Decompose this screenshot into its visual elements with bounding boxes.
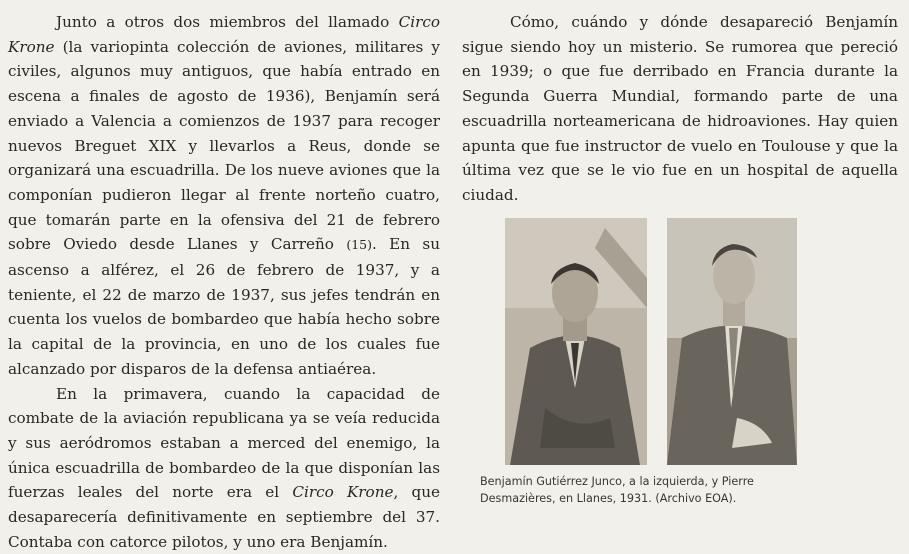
portrait-image <box>667 218 797 465</box>
left-column <box>8 10 440 554</box>
paragraph-3: Cómo, cuándo y dónde desapareció Benjamín sigue siendo hoy un misterio. Se rumorea que pereció en 1939; o que fue derribado en Francia durante la Segunda Guerra Mundial, formando parte de una escuadrilla norteamericana de hidroaviones. Hay quien apunta que fue instructor de vuelo en Toulouse y que la última vez que se le vio fue en un hospital de aquella ciudad. <box>462 13 898 204</box>
text-run: , que desaparecería definitivamente en septiembre del 37. Contaba con catorce pilotos, y uno era Benjamín. <box>8 483 441 551</box>
photo-left-man <box>505 218 647 465</box>
photo-caption: Benjamín Gutiérrez Junco, a la izquierda, y Pierre Desmazières, en Llanes, 1931. (Archivo EOA). <box>480 475 754 505</box>
paragraph-2 <box>8 382 440 554</box>
text-run: Junto a otros dos miembros del llamado <box>56 13 399 31</box>
text-run: . En su ascenso a alférez, el 26 de febrero de 1937, y a teniente, el 22 de marzo de 1937, sus jefes tendrán en cuenta los vuelos de bombardeo que había hecho sobre la capital de la provincia, en uno de los cuales fue alcanzado por disparos de la defensa antiaérea. <box>8 235 440 378</box>
portrait-image <box>505 218 647 465</box>
paragraph-1 <box>8 10 440 382</box>
photo-right-man <box>667 218 797 465</box>
text-run: En la primavera, cuando la capacidad de combate de la aviación republicana ya se veía reducida y sus aeródromos estaban a merced del enemigo, la única escuadrilla de bombardeo de la que disponían las fuerzas leales del norte era el <box>8 384 440 502</box>
right-column <box>462 10 898 208</box>
italic-title: Circo Krone <box>8 13 440 56</box>
footnote-ref: (15) <box>346 237 372 253</box>
italic-title: Circo Krone <box>292 483 394 502</box>
text-run: (la variopinta colección de aviones, militares y civiles, algunos muy antiguos, que había entrado en escena a finales de agosto de 1936), Benjamín será enviado a Valencia a comienzos de 1937 para recoger nuevos Breguet XIX y llevarlos a Reus, donde se organizará una escuadrilla. De los nueve aviones que la componían pudieron llegar al frente norteño cuatro, que tomarán parte en la ofensiva del 21 de febrero sobre Oviedo desde Llanes y Carreño <box>8 37 440 254</box>
